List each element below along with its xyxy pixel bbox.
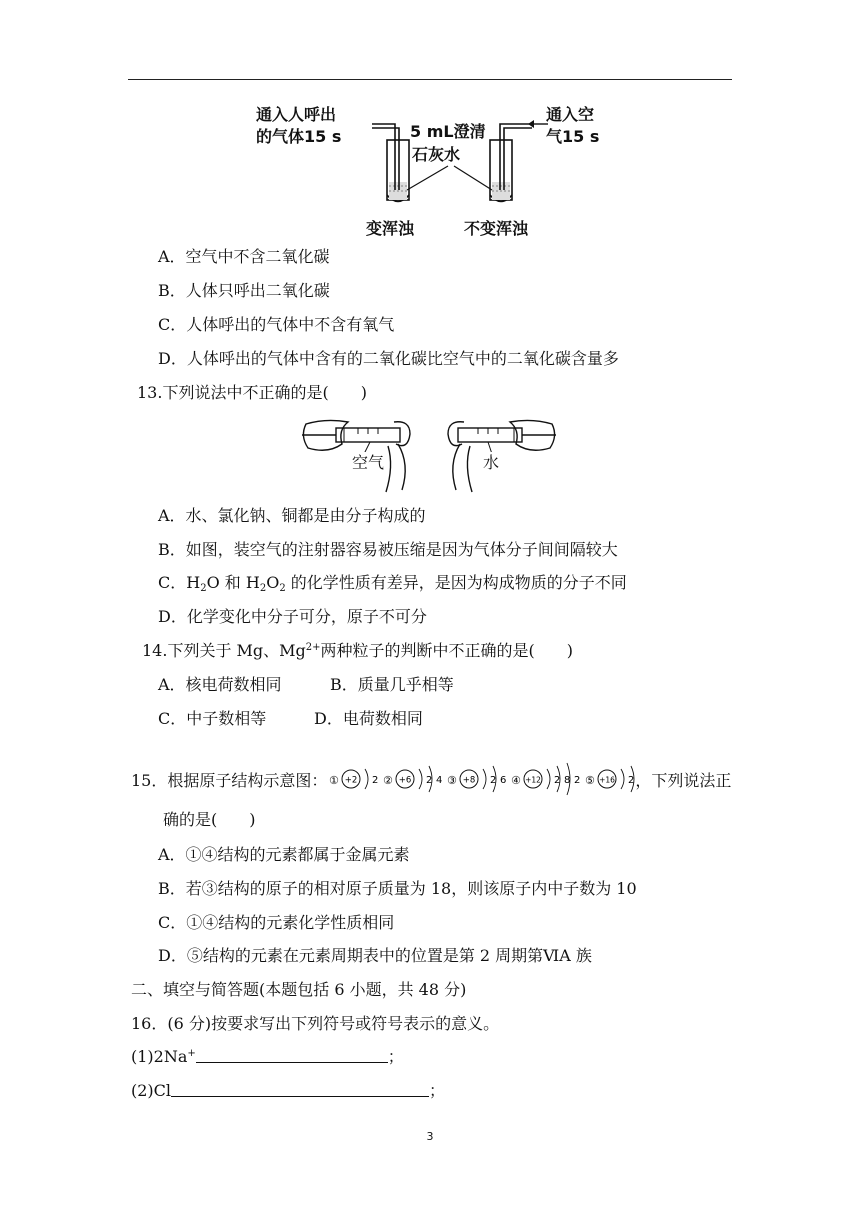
center-label-1: 5 mL澄清 <box>410 122 486 141</box>
q15-stem-line2: 确的是( ) <box>163 810 256 829</box>
right-input-label-1: 通入空 <box>546 105 595 124</box>
q14-option-b: B．质量几乎相等 <box>330 675 454 694</box>
atom-diagram-4 <box>511 763 580 795</box>
q13-option-d: D．化学变化中分子可分，原子不可分 <box>158 607 427 626</box>
electron-count: 2 <box>554 775 561 786</box>
air-syringe-label: 空气 <box>352 453 385 472</box>
electron-shell-arc <box>547 769 550 789</box>
right-result-label: 不变浑浊 <box>464 219 529 238</box>
q16-item-1: (1)2Na+ ； <box>131 1047 404 1066</box>
q15-option-d: D．⑤结构的元素在元素周期表中的位置是第 2 周期第ⅥA 族 <box>158 946 592 965</box>
q14-option-c: C．中子数相等 <box>158 709 267 728</box>
q13-option-b: B．如图，装空气的注射器容易被压缩是因为气体分子间间隔较大 <box>158 540 618 559</box>
q14-stem: 14.下列关于 Mg、$Mg^{2+}$两种粒子的判断中不正确的是( ) <box>142 641 574 660</box>
left-input-label-2: 的气体15 s <box>256 127 342 146</box>
section-2-heading: 二、填空与简答题(本题包括 6 小题，共 48 分) <box>131 980 467 999</box>
electron-count: 2 <box>490 775 497 786</box>
electron-count: 2 <box>574 775 581 786</box>
atom-diagram-2 <box>383 766 442 792</box>
electron-count: 8 <box>564 775 571 786</box>
left-result-label: 变浑浊 <box>366 219 415 238</box>
atom-diagram-5 <box>585 763 635 795</box>
q12-option-d: D．人体呼出的气体中含有的二氧化碳比空气中的二氧化碳含量多 <box>158 349 619 368</box>
q15-option-c: C．①④结构的元素化学性质相同 <box>158 913 395 932</box>
q13-figure <box>298 414 560 496</box>
electron-count: 2 <box>628 775 635 786</box>
electron-count: 2 <box>426 775 433 786</box>
atom-structure-diagrams <box>327 759 635 804</box>
nucleus-charge: +12 <box>525 775 542 785</box>
atom-mark: ② <box>383 774 394 787</box>
q15-option-a: A．①④结构的元素都属于金属元素 <box>158 845 410 864</box>
atom-mark: ④ <box>511 774 522 787</box>
nucleus-charge: +8 <box>463 775 476 786</box>
center-label-2: 石灰水 <box>412 145 461 164</box>
q15-stem-line1: 15．根据原子结构示意图： ① +2 2 ② +6 2 4 ③ +8 2 6 ④ +12 2 8 2 ⑤ +16 2 ，下列说法正 <box>131 759 731 804</box>
q14-option-d: D．电荷数相同 <box>314 709 423 728</box>
atom-mark: ① <box>329 774 340 787</box>
left-input-label-1: 通入人呼出 <box>256 105 337 124</box>
electron-shell-arc <box>365 769 368 789</box>
syringe-hands-illustration <box>298 414 560 496</box>
q14-option-a: A．核电荷数相同 <box>158 675 282 694</box>
q13-option-c: C．$H_2O$ 和 $H_2O_2$ 的化学性质有差异，是因为构成物质的分子不同 <box>158 573 627 594</box>
electron-shell-arc <box>483 769 486 789</box>
atom-mark: ⑤ <box>585 774 596 787</box>
q12-option-c: C．人体呼出的气体中不含有氧气 <box>158 315 395 334</box>
answer-blank-1[interactable] <box>196 1048 388 1063</box>
atom-mark: ③ <box>447 774 458 787</box>
electron-count: 4 <box>436 775 443 786</box>
q16-item-2: (2)Cl ； <box>131 1081 446 1100</box>
nucleus-charge: +6 <box>399 775 412 786</box>
header-rule <box>128 79 732 80</box>
electron-shell-arc <box>621 769 624 789</box>
q12-option-b: B．人体只呼出二氧化碳 <box>158 281 330 300</box>
electron-count: 2 <box>372 775 379 786</box>
q12-option-a: A．空气中不含二氧化碳 <box>158 247 330 266</box>
atom-diagram-1 <box>329 769 378 789</box>
electron-shell-arc <box>419 769 422 789</box>
q15-option-b: B．若③结构的原子的相对原子质量为 18，则该原子内中子数为 10 <box>158 879 637 898</box>
page-number: 3 <box>426 1130 434 1143</box>
answer-blank-2[interactable] <box>171 1082 429 1097</box>
electron-count: 6 <box>500 775 507 786</box>
q16-stem: 16．(6 分)按要求写出下列符号或符号表示的意义。 <box>131 1014 500 1033</box>
nucleus-charge: +16 <box>599 775 616 785</box>
q13-option-a: A．水、氯化钠、铜都是由分子构成的 <box>158 506 426 525</box>
q13-stem: 13.下列说法中不正确的是( ) <box>137 383 367 402</box>
nucleus-charge: +2 <box>345 775 358 786</box>
right-input-label-2: 气15 s <box>546 127 600 146</box>
atom-diagram-3 <box>447 766 506 792</box>
atom-diagrams-svg <box>327 759 635 799</box>
water-syringe-label: 水 <box>483 453 500 472</box>
